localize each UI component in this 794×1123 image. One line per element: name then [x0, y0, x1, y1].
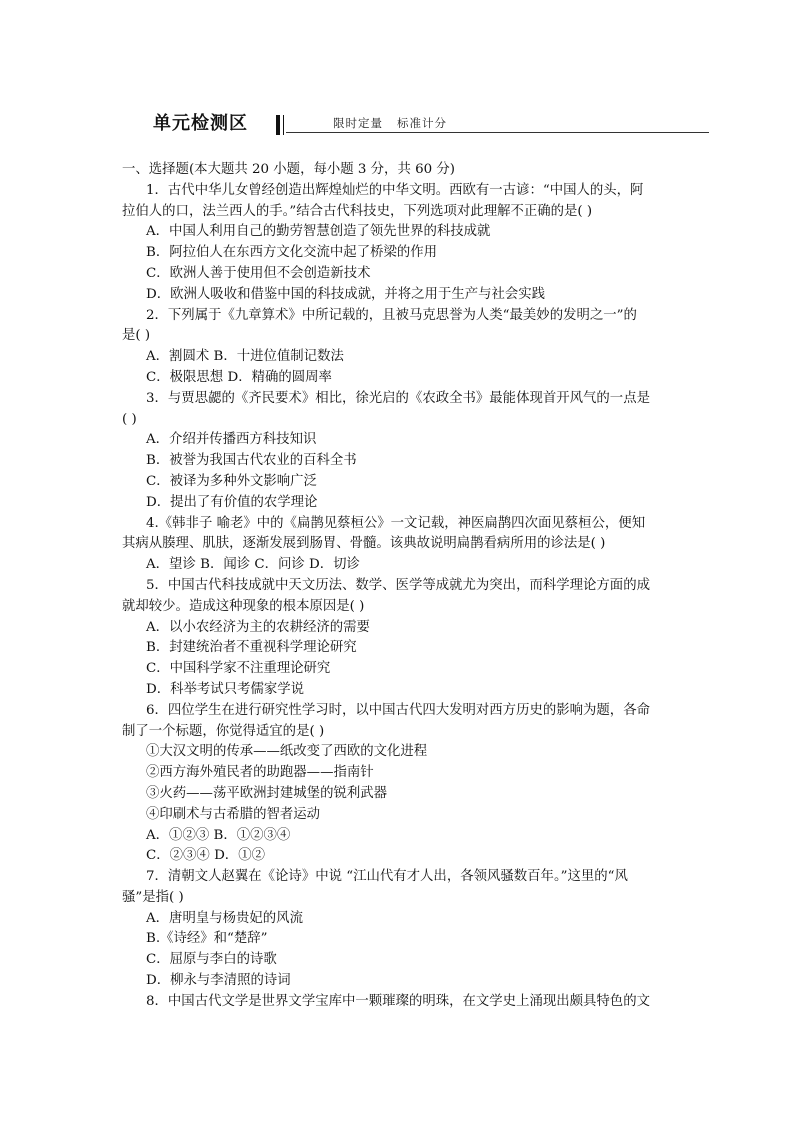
title-divider-thin [283, 115, 284, 135]
text-line: 是( ) [122, 328, 151, 344]
text-line: 3．与贾思勰的《齐民要术》相比，徐光启的《农政全书》最能体现首开风气的一点是 [146, 390, 650, 406]
text-line: 7．清朝文人赵翼在《论诗》中说 “江山代有才人出，各领风骚数百年。”这里的“风 [146, 869, 628, 885]
text-line: 骚”是指( ) [122, 889, 184, 905]
text-line: 5．中国古代科技成就中天文历法、数学、医学等成就尤为突出，而科学理论方面的成 [146, 577, 650, 593]
text-line: 制了一个标题，你觉得适宜的是( ) [122, 723, 325, 739]
text-line: A．以小农经济为主的农耕经济的需要 [146, 619, 370, 635]
text-line: 1．古代中华儿女曾经创造出辉煌灿烂的中华文明。西欧有一古谚：“中国人的头，阿 [146, 182, 644, 198]
text-line: 6．四位学生在进行研究性学习时，以中国古代四大发明对西方历史的影响为题，各命 [146, 702, 650, 718]
text-line: C．被译为多种外文影响广泛 [146, 473, 317, 489]
text-line: B．被誉为我国古代农业的百科全书 [146, 453, 357, 469]
text-line: A．唐明皇与杨贵妃的风流 [146, 910, 303, 926]
text-line: 4.《韩非子 喻老》中的《扁鹊见蔡桓公》一文记载，神医扁鹊四次面见蔡桓公，便知 [146, 515, 646, 531]
text-line: C．欧洲人善于使用但不会创造新技术 [146, 265, 371, 281]
text-line: B．阿拉伯人在东西方文化交流中起了桥梁的作用 [146, 245, 438, 261]
text-line: ①大汉文明的传承——纸改变了西欧的文化进程 [146, 744, 428, 760]
title-divider-thick [276, 115, 280, 135]
text-line: D．科举考试只考儒家学说 [146, 681, 305, 697]
text-line: 就却较少。造成这种现象的根本原因是( ) [122, 598, 365, 614]
section-header [0, 113, 794, 135]
text-line: 8．中国古代文学是世界文学宝库中一颗璀璨的明珠，在文学史上涌现出颇具特色的文 [146, 993, 650, 1009]
header-rule [286, 132, 709, 133]
text-line: D．提出了有价值的农学理论 [146, 494, 318, 510]
text-line: D．欧洲人吸收和借鉴中国的科技成就，并将之用于生产与社会实践 [146, 286, 546, 302]
text-line: C．中国科学家不注重理论研究 [146, 661, 331, 677]
text-line: ②西方海外殖民者的助跑器——指南针 [146, 765, 374, 781]
text-line: B.《诗经》和“楚辞” [146, 931, 268, 947]
text-line: A．望诊 B．闻诊 C．问诊 D．切诊 [146, 557, 360, 573]
text-line: 一、选择题(本大题共 20 小题，每小题 3 分，共 60 分) [122, 162, 456, 177]
text-line: A．割圆术 B．十进位值制记数法 [146, 349, 344, 365]
text-line: 2．下列属于《九章算术》中所记载的，且被马克思誉为人类“最美妙的发明之一”的 [146, 307, 637, 323]
text-line: ( ) [122, 411, 137, 427]
text-line: C．②③④ D．①② [146, 848, 265, 864]
section-subtitle: 限时定量 标准计分 [333, 116, 447, 130]
text-line: 其病从腠理、肌肤，逐渐发展到肠胃、骨髓。该典故说明扁鹊看病所用的诊法是( ) [122, 536, 606, 552]
question-body [122, 160, 686, 1013]
text-line: 拉伯人的口，法兰西人的手。”结合古代科技史，下列选项对此理解不正确的是( ) [122, 203, 593, 219]
text-line: D．柳永与李清照的诗词 [146, 973, 291, 989]
text-line: ④印刷术与古希腊的智者运动 [146, 806, 321, 822]
text-line: C．极限思想 D．精确的圆周率 [146, 369, 332, 385]
text-line: ③火药——荡平欧洲封建城堡的锐利武器 [146, 785, 388, 801]
text-line: A．介绍并传播西方科技知识 [146, 432, 317, 448]
text-line: A．中国人利用自己的勤劳智慧创造了领先世界的科技成就 [146, 224, 491, 240]
text-line: A．①②③ B．①②③④ [146, 827, 291, 843]
text-line: B．封建统治者不重视科学理论研究 [146, 640, 357, 656]
section-title: 单元检测区 [153, 113, 248, 134]
text-line: C．屈原与李白的诗歌 [146, 952, 277, 968]
